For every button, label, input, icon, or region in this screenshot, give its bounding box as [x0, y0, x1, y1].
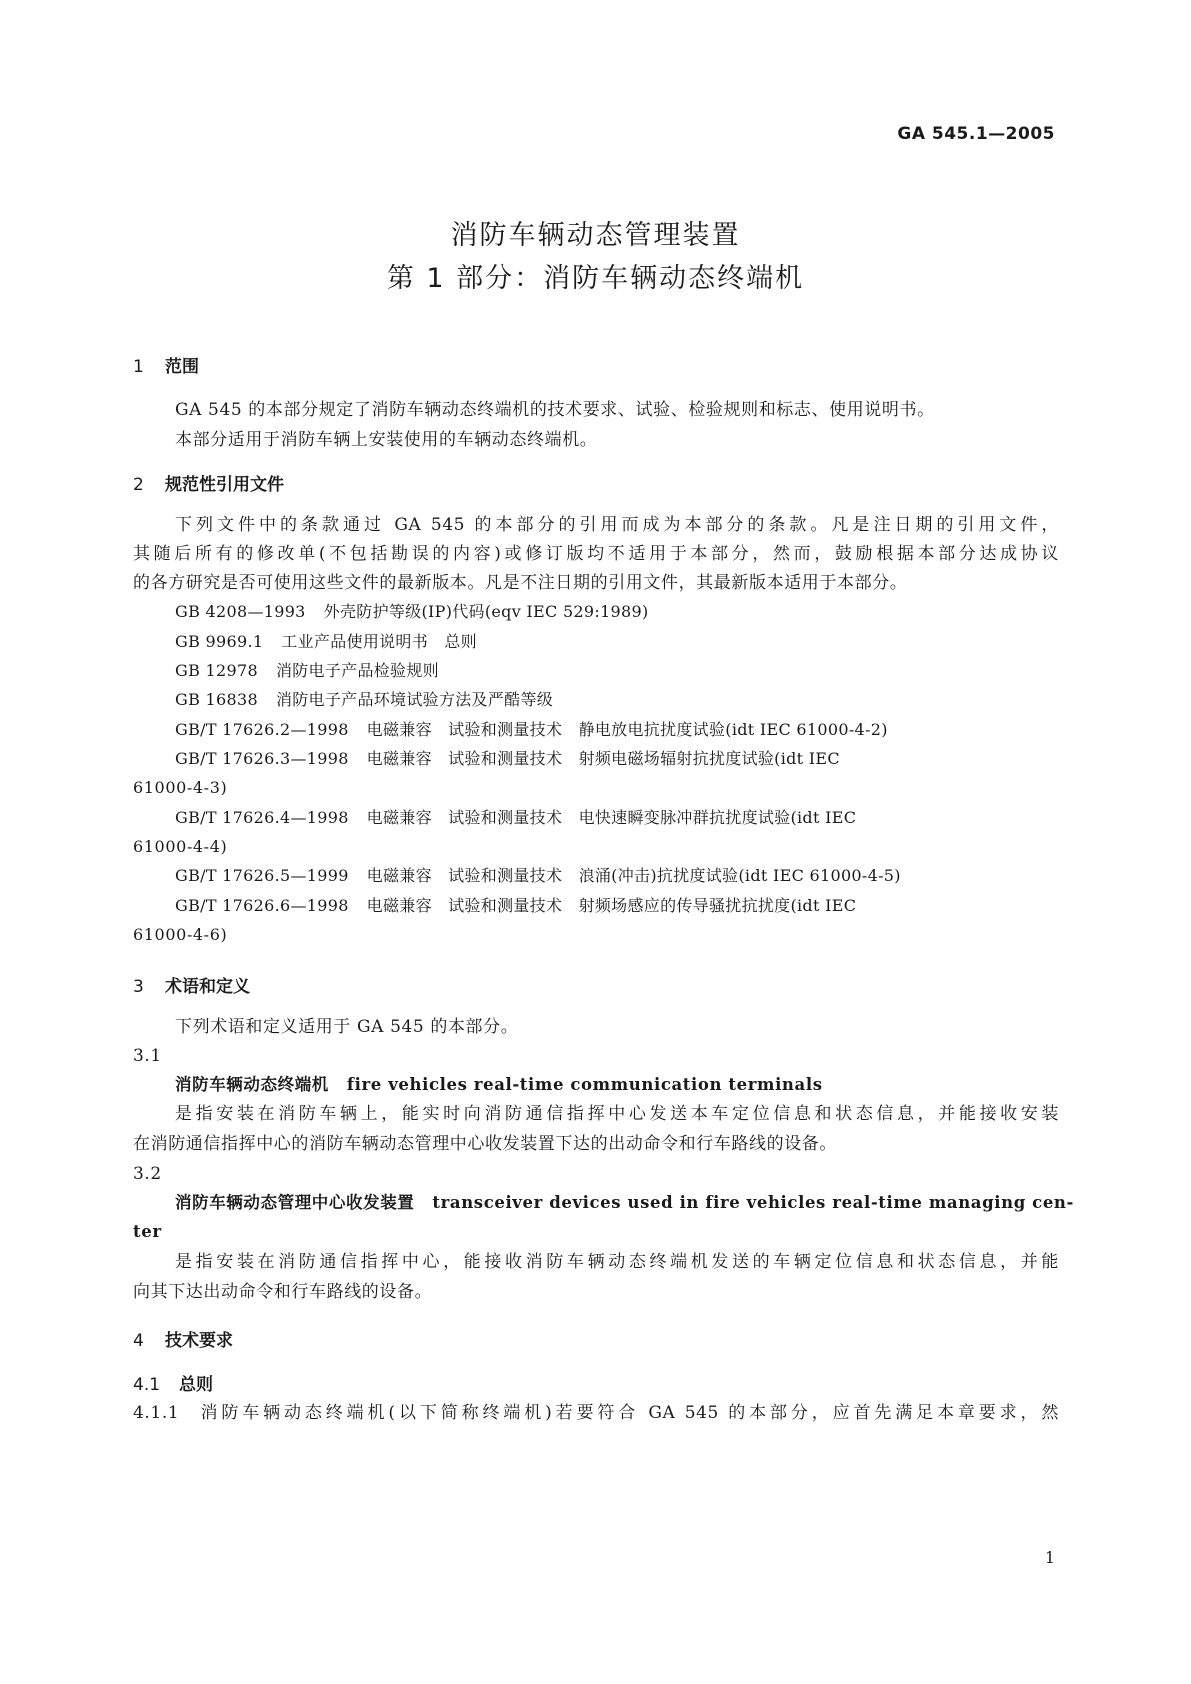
definition-line-text: 是指安装在消防通信指挥中心，能接收消防车辆动态终端机发送的车辆定位信息和状态信息，并能: [175, 1252, 1059, 1272]
reference-item: [175, 596, 649, 628]
section-title: 技术要求: [165, 1331, 233, 1351]
reference-title: 外壳防护等级(IP)代码(eqv IEC 529:1989): [323, 602, 649, 621]
reference-title: 电磁兼容 试验和测量技术 静电放电抗扰度试验(idt IEC 61000-4-2): [366, 720, 888, 739]
reference-continuation: 61000-4-4): [133, 837, 228, 856]
reference-code: GB 4208—1993: [175, 602, 306, 621]
paragraph-line-text: 下列文件中的条款通过 GA 545 的本部分的引用而成为本部分的条款。凡是注日期的引用文件，: [175, 515, 1059, 535]
reference-code: GB/T 17626.6—1998: [175, 896, 349, 915]
section-number: 3: [133, 977, 144, 997]
reference-item: [175, 655, 439, 687]
definition-line: 向其下达出动命令和行车路线的设备。: [133, 1282, 433, 1302]
clause-number: 3.1: [133, 1046, 162, 1066]
reference-code: GB 16838: [175, 690, 258, 709]
document-title-line2: 第 1 部分：消防车辆动态终端机: [386, 263, 805, 294]
reference-title: 工业产品使用说明书 总则: [281, 632, 477, 651]
definition-line: [175, 1098, 1059, 1130]
term-entry: [175, 1187, 1074, 1219]
reference-item: [175, 860, 901, 892]
term-entry: [175, 1069, 823, 1101]
section-number: 4: [133, 1331, 144, 1351]
definition-line: [175, 1246, 1059, 1278]
paragraph: 下列术语和定义适用于 GA 545 的本部分。: [175, 1017, 519, 1037]
reference-code: GB/T 17626.4—1998: [175, 808, 349, 827]
standard-code: GA 545.1—2005: [897, 124, 1055, 144]
reference-title: 电磁兼容 试验和测量技术 射频电磁场辐射抗扰度试验(idt IEC: [366, 749, 840, 768]
paragraph: GA 545 的本部分规定了消防车辆动态终端机的技术要求、试验、检验规则和标志、使用说明书。: [175, 400, 935, 420]
section-heading: [133, 352, 199, 377]
paragraph-line: 的各方研究是否可使用这些文件的最新版本。凡是不注日期的引用文件，其最新版本适用于本部分。: [133, 573, 908, 593]
document-title-line1: 消防车辆动态管理装置: [450, 220, 741, 251]
reference-code: GB 12978: [175, 661, 258, 680]
reference-code: GB/T 17626.5—1999: [175, 866, 349, 885]
reference-code: GB/T 17626.2—1998: [175, 720, 349, 739]
section-number: 2: [133, 475, 144, 495]
subsection-number: 4.1: [133, 1375, 161, 1395]
definition-line: 在消防通信指挥中心的消防车辆动态管理中心收发装置下达的出动命令和行车路线的设备。: [133, 1134, 837, 1154]
subsection-heading: [133, 1370, 213, 1395]
section-number: 1: [133, 357, 144, 377]
section-title: 术语和定义: [165, 977, 250, 997]
section-title: 范围: [165, 357, 199, 377]
section-title: 规范性引用文件: [165, 475, 284, 495]
clause-number: 3.2: [133, 1164, 162, 1184]
subsection-title: 总则: [179, 1375, 213, 1395]
clause-number: 4.1.1: [133, 1403, 180, 1423]
clause-line-text: [133, 1397, 1059, 1429]
reference-continuation: 61000-4-3): [133, 778, 228, 797]
term-english: fire vehicles real-time communication terminals: [346, 1075, 823, 1094]
reference-title: 电磁兼容 试验和测量技术 浪涌(冲击)抗扰度试验(idt IEC 61000-4-5): [366, 866, 901, 885]
reference-title: 消防电子产品检验规则: [275, 661, 439, 680]
clause-line: [133, 1397, 1059, 1429]
reference-continuation: 61000-4-6): [133, 925, 228, 944]
reference-item: [175, 743, 840, 775]
reference-item: [175, 802, 856, 834]
section-heading: [133, 470, 284, 495]
definition-line-text: 是指安装在消防车辆上，能实时向消防通信指挥中心发送本车定位信息和状态信息，并能接收安装: [175, 1104, 1059, 1124]
reference-title: 消防电子产品环境试验方法及严酷等级: [275, 690, 554, 709]
reference-code: GB/T 17626.3—1998: [175, 749, 349, 768]
reference-code: GB 9969.1: [175, 632, 264, 651]
reference-item: [175, 890, 856, 922]
paragraph: 本部分适用于消防车辆上安装使用的车辆动态终端机。: [175, 430, 598, 450]
term-chinese: 消防车辆动态管理中心收发装置: [175, 1193, 415, 1212]
paragraph-line: [175, 509, 1059, 541]
clause-text: 消防车辆动态终端机(以下简称终端机)若要符合 GA 545 的本部分，应首先满足本章要求，然: [197, 1403, 1059, 1423]
term-english: transceiver devices used in fire vehicles real-time managing cen-: [432, 1193, 1074, 1212]
page-number: 1: [1044, 1548, 1055, 1567]
section-heading: [133, 972, 250, 997]
paragraph-line-text: 其随后所有的修改单(不包括勘误的内容)或修订版均不适用于本部分，然而，鼓励根据本部分达成协议: [133, 544, 1059, 564]
paragraph-line: [133, 538, 1059, 570]
reference-item: [175, 626, 477, 658]
term-chinese: 消防车辆动态终端机: [175, 1075, 329, 1094]
term-line: [175, 1187, 1074, 1219]
reference-title: 电磁兼容 试验和测量技术 电快速瞬变脉冲群抗扰度试验(idt IEC: [366, 808, 857, 827]
reference-title: 电磁兼容 试验和测量技术 射频场感应的传导骚扰抗扰度(idt IEC: [366, 896, 857, 915]
section-heading: [133, 1326, 233, 1351]
reference-item: [175, 714, 888, 746]
term-english-continuation: ter: [133, 1222, 162, 1241]
reference-item: [175, 684, 553, 716]
